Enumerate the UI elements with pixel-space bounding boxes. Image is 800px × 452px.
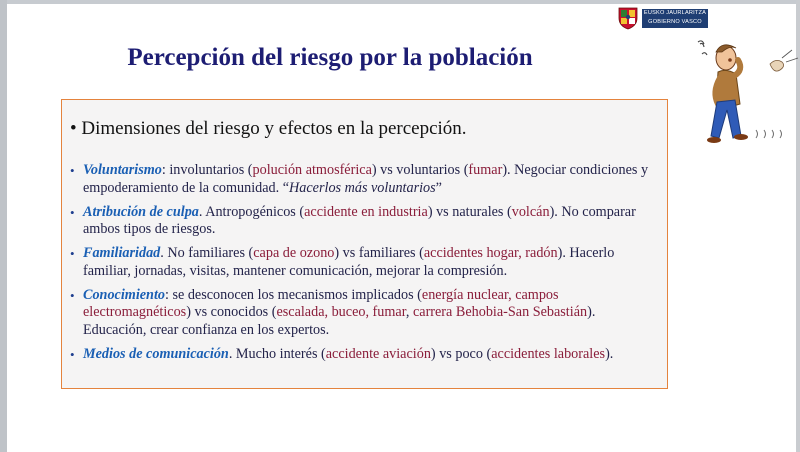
bullet-dot: • [70, 346, 75, 362]
item-text: : se desconocen los mecanismos implicados ( [164, 286, 422, 303]
bullet-dot: • [70, 163, 75, 178]
person-whistling-icon [690, 30, 800, 152]
bullet-dot: • [70, 287, 75, 303]
item-text: ) vs familiares ( [334, 245, 424, 261]
bullet-list [68, 162, 660, 370]
item-text: ). Negociar condiciones y empoderamiento de la comunidad. “ [83, 162, 649, 196]
list-item [68, 287, 660, 340]
item-example: carrera Behobia-San Sebastián [412, 304, 588, 320]
content-box [61, 99, 668, 389]
item-example: accidente en industria [304, 203, 428, 220]
bullet-dot: • [70, 204, 75, 220]
window-frame-top [0, 0, 800, 4]
gobierno-vasco-logo [616, 6, 710, 30]
logo-line-2: GOBIERNO VASCO [648, 19, 702, 25]
item-text: . No familiares ( [160, 245, 254, 261]
list-item [68, 245, 660, 280]
item-example: capa de ozono [253, 245, 335, 261]
item-term: Atribución de culpa [83, 203, 199, 220]
music-notes-icon [698, 41, 707, 55]
list-item [68, 346, 660, 364]
item-example: accidente aviación [325, 345, 431, 362]
bullet-dot: • [70, 246, 75, 261]
item-example: accidentes laborales [491, 345, 606, 362]
main-bullet: • Dimensiones del riesgo y efectos en la percepción. [70, 118, 467, 139]
slide-title: Percepción del riesgo por la población [127, 44, 533, 71]
item-term: Familiaridad [83, 245, 161, 261]
basque-government-shield-icon [616, 6, 640, 30]
item-text: ). No comparar ambos tipos de riesgos. [83, 203, 636, 237]
logo-text [642, 9, 708, 28]
item-text: . Antropogénicos ( [198, 203, 305, 220]
item-emphasis: Hacerlos más voluntarios [289, 179, 436, 196]
item-example: escalada, buceo, fumar [276, 304, 406, 320]
item-text: ) vs conocidos ( [186, 304, 277, 320]
item-term: Medios de comunicación [83, 345, 229, 362]
item-example: fumar [468, 162, 503, 178]
item-example: accidentes hogar, radón [423, 245, 558, 261]
item-term: Voluntarismo [83, 162, 162, 178]
item-text: . Mucho interés ( [228, 345, 326, 362]
list-item [68, 162, 660, 197]
item-text: ). Hacerlo familiar, jornadas, visitas, mantener comunicación, mejorar la compresión. [83, 245, 615, 279]
item-text: , [405, 304, 413, 320]
item-text: ). Educación, crear confianza en los expertos. [83, 304, 596, 338]
item-text: ” [435, 179, 442, 196]
item-term: Conocimiento [83, 286, 165, 303]
item-text: ) vs poco ( [430, 345, 492, 362]
item-example: polución atmosférica [252, 162, 372, 178]
logo-line-1: EUSKO JAURLARITZA [643, 10, 707, 16]
item-text: ) vs voluntarios ( [371, 162, 469, 178]
item-text: ). [605, 345, 614, 362]
item-text: : involuntarios ( [161, 162, 253, 178]
item-example: energía nuclear, campos electromagnéticos [83, 286, 559, 320]
list-item [68, 204, 660, 239]
item-text: ) vs naturales ( [427, 203, 512, 220]
item-example: volcán [511, 203, 550, 220]
